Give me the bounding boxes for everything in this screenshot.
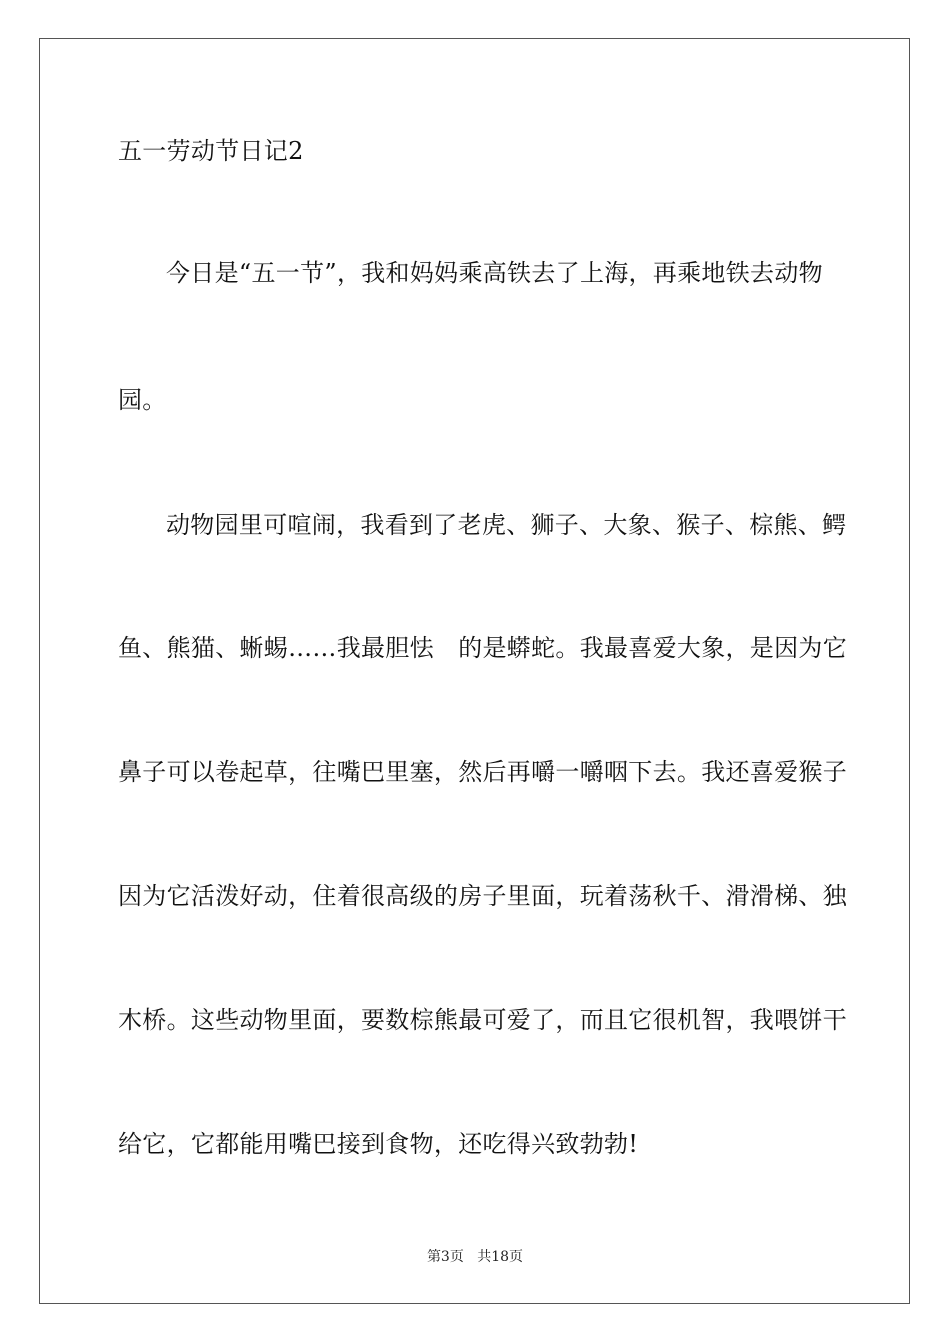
page-number: 第3页	[426, 1249, 464, 1265]
paragraph-2-line-6: 给它，它都能用嘴巴接到食物，还吃得兴致勃勃!	[118, 1130, 639, 1158]
page-footer	[0, 1247, 950, 1267]
paragraph-1-line-1: 今日是“五一节”，我和妈妈乘高铁去了上海，再乘地铁去动物	[166, 259, 823, 287]
paragraph-2-line-1: 动物园里可喧闹，我看到了老虎、狮子、大象、猴子、棕熊、鳄	[166, 511, 847, 539]
paragraph-1-line-2: 园。	[118, 386, 167, 414]
paragraph-2-line-4: 因为它活泼好动，住着很高级的房子里面，玩着荡秋千、滑滑梯、独	[118, 882, 847, 910]
paragraph-2-line-2: 鱼、熊猫、蜥蜴……我最胆怯 的是蟒蛇。我最喜爱大象，是因为它	[118, 634, 847, 662]
page-total: 共18页	[477, 1249, 524, 1265]
paragraph-2-line-5: 木桥。这些动物里面，要数棕熊最可爱了，而且它很机智，我喂饼干	[118, 1006, 847, 1034]
page-frame	[39, 38, 910, 1304]
paragraph-2-line-3: 鼻子可以卷起草，往嘴巴里塞，然后再嚼一嚼咽下去。我还喜爱猴子	[118, 758, 847, 786]
document-title: 五一劳动节日记2	[118, 137, 304, 165]
